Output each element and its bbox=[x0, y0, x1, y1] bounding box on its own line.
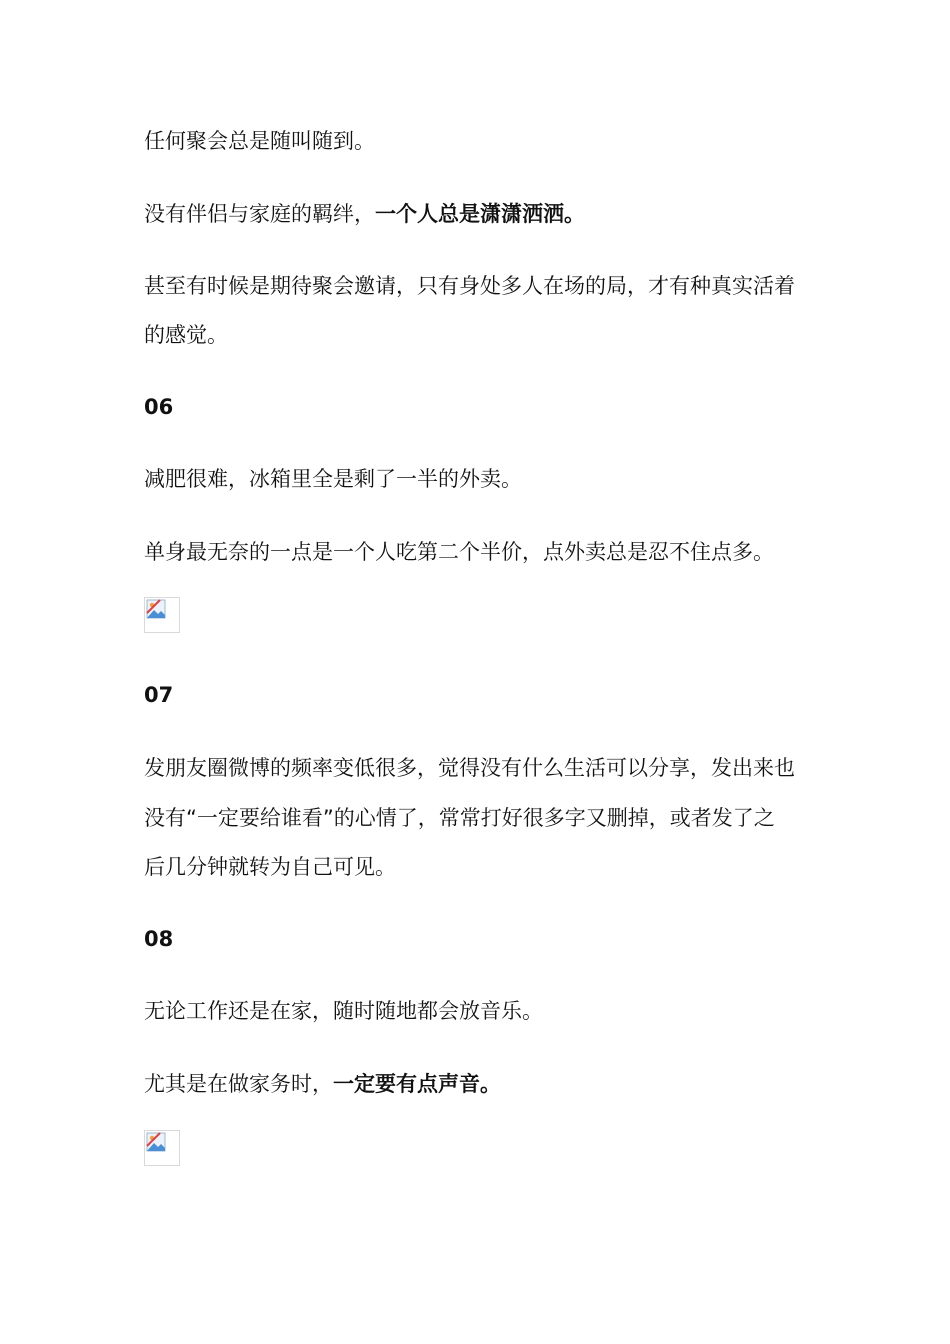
paragraph-text: 减肥很难，冰箱里全是剩了一半的外卖。 bbox=[144, 467, 522, 491]
paragraph-text: 任何聚会总是随叫随到。 bbox=[144, 129, 375, 153]
broken-image-icon bbox=[146, 599, 168, 621]
section-heading-08: 08 bbox=[144, 927, 174, 951]
paragraph-text: 甚至有时候是期待聚会邀请，只有身处多人在场的局，才有种真实活着 bbox=[144, 274, 795, 298]
article-image bbox=[144, 1130, 180, 1166]
section-heading-07: 07 bbox=[144, 683, 174, 707]
paragraph-moments-line-1 bbox=[144, 755, 812, 781]
article-image bbox=[144, 597, 180, 633]
paragraph-text: 没有伴侣与家庭的羁绊， bbox=[144, 202, 375, 226]
paragraph-text: 无论工作还是在家，随时随地都会放音乐。 bbox=[144, 999, 543, 1023]
paragraph-music bbox=[144, 998, 812, 1024]
paragraph-bold-text: 一定要有点声音。 bbox=[333, 1072, 501, 1096]
paragraph-text: 单身最无奈的一点是一个人吃第二个半价，点外卖总是忍不住点多。 bbox=[144, 540, 774, 564]
paragraph-no-partner bbox=[144, 201, 812, 227]
paragraph-text: 尤其是在做家务时， bbox=[144, 1072, 333, 1096]
broken-image-icon bbox=[146, 1132, 168, 1154]
paragraph-party bbox=[144, 128, 812, 154]
paragraph-moments-line-3 bbox=[144, 854, 812, 880]
paragraph-invitation-line-1 bbox=[144, 273, 812, 299]
paragraph-diet bbox=[144, 466, 812, 492]
paragraph-text: 后几分钟就转为自己可见。 bbox=[144, 855, 396, 879]
paragraph-text: 的感觉。 bbox=[144, 323, 228, 347]
paragraph-bold-text: 一个人总是潇潇洒洒。 bbox=[375, 202, 585, 226]
paragraph-text: 发朋友圈微博的频率变低很多，觉得没有什么生活可以分享，发出来也 bbox=[144, 756, 795, 780]
paragraph-housework bbox=[144, 1071, 812, 1097]
paragraph-invitation-line-2 bbox=[144, 322, 812, 348]
paragraph-moments-line-2 bbox=[144, 805, 812, 831]
paragraph-text: 没有“一定要给谁看”的心情了，常常打好很多字又删掉，或者发了之 bbox=[144, 806, 775, 830]
section-heading-06: 06 bbox=[144, 395, 174, 419]
paragraph-takeout bbox=[144, 539, 812, 565]
